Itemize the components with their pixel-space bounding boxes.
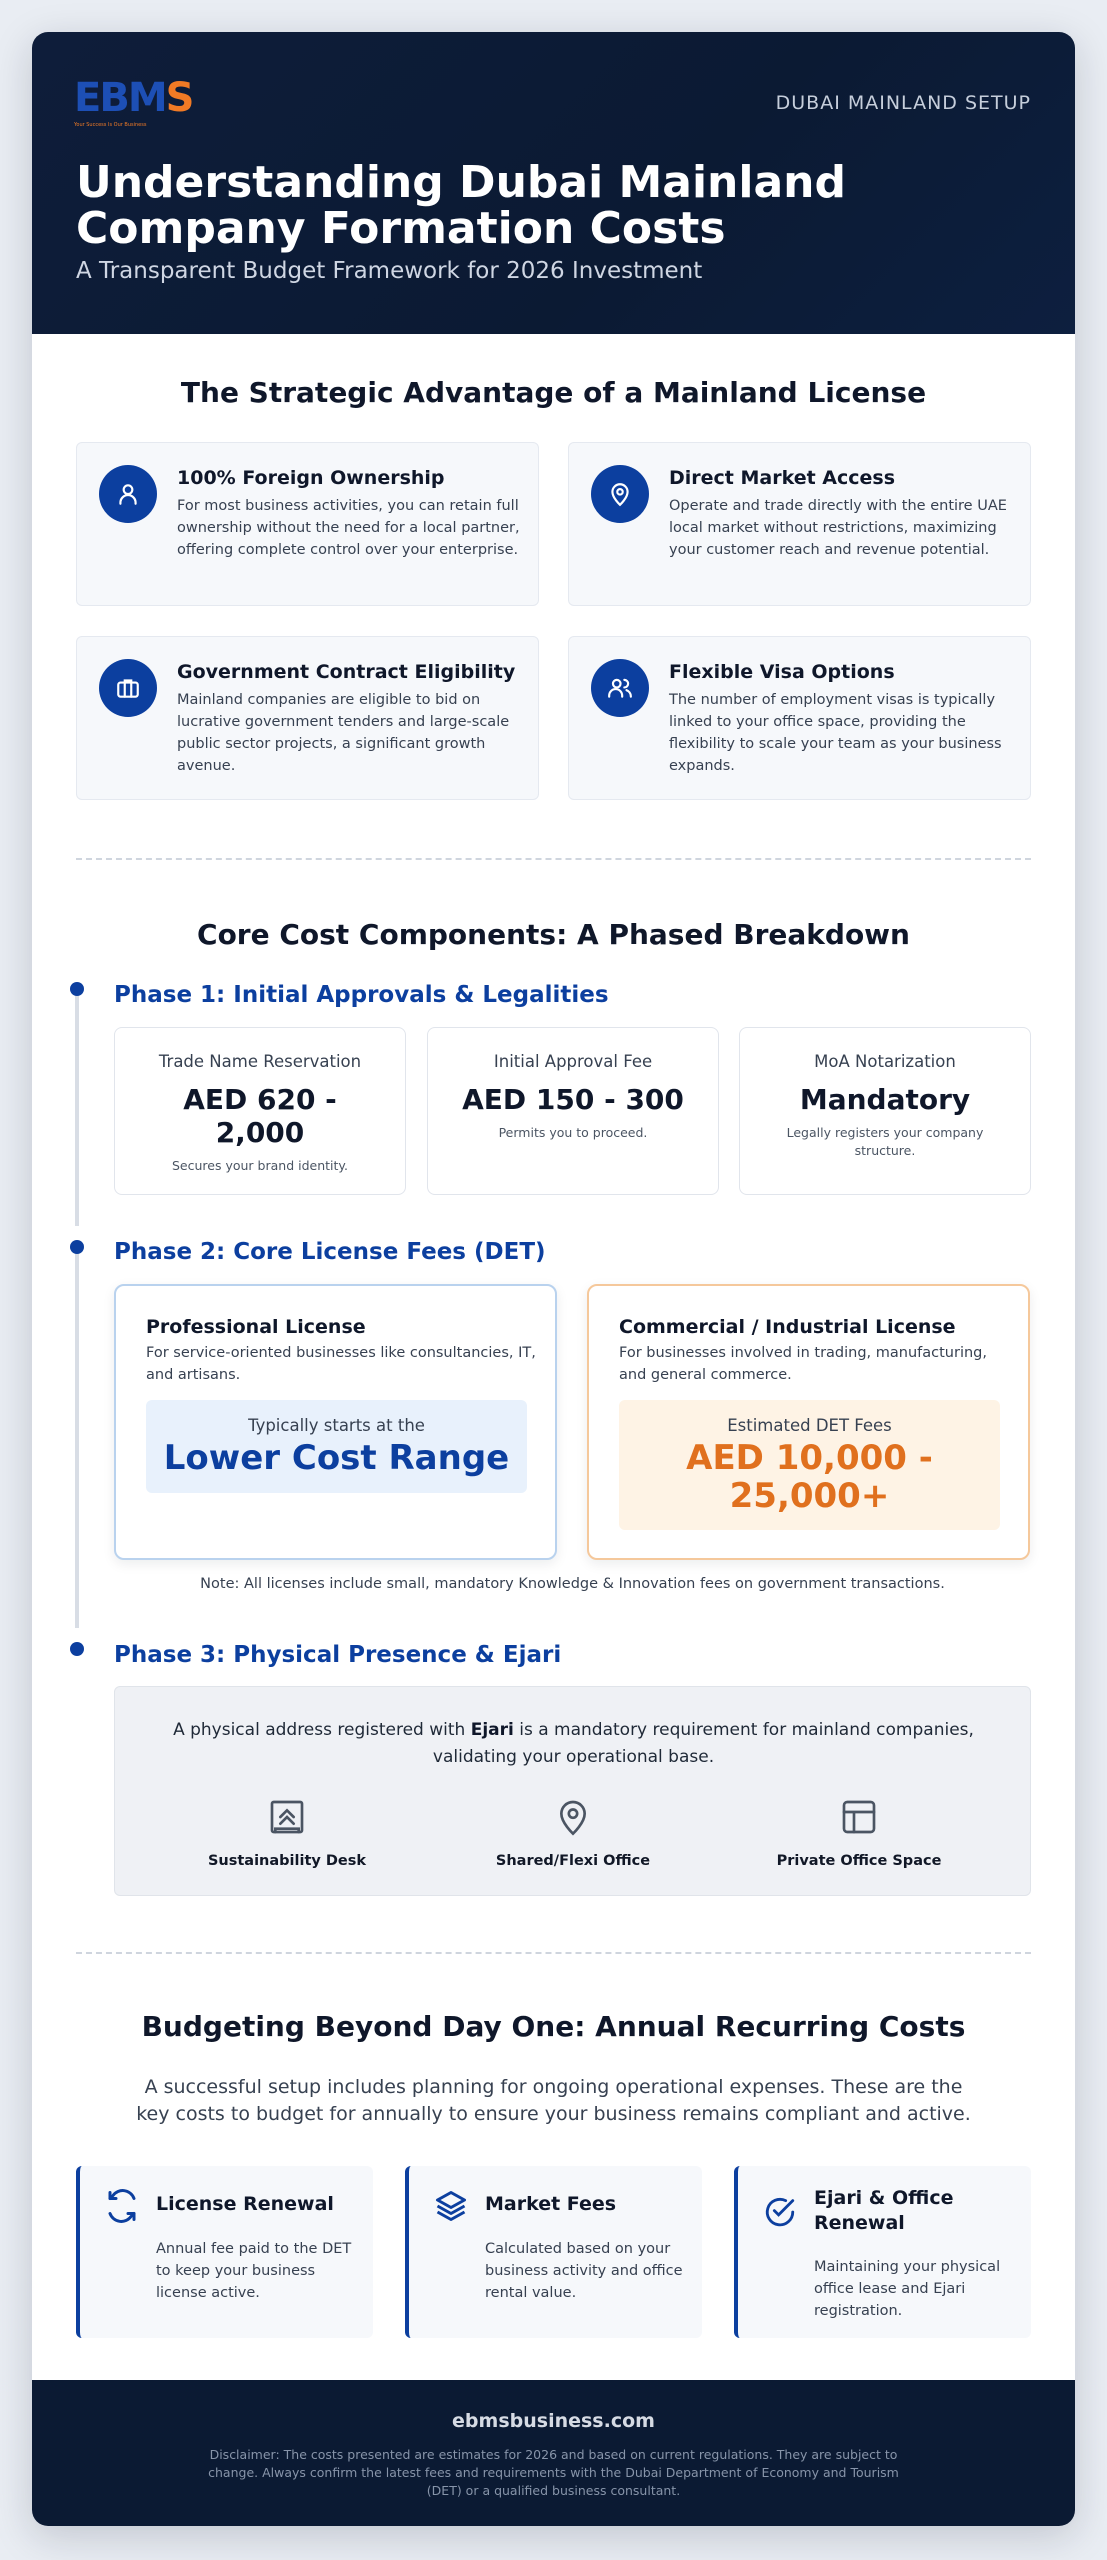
advantage-card (568, 442, 1031, 606)
recurring-heading: Budgeting Beyond Day One: Annual Recurring Costs (141, 2010, 966, 2043)
check-circle-icon (760, 2192, 800, 2232)
advantage-card (76, 442, 539, 606)
advantage-text: The number of employment visas is typically linked to your office space, providing the flexibility to scale your team as your business expands. (669, 692, 1002, 774)
phase-2-title: Phase 2: Core License Fees (DET) (114, 1239, 546, 1265)
recurring-cost-card: Ejari & Office Renewal Maintaining your physical office lease and Ejari registration. (734, 2166, 1031, 2338)
timeline-dot (70, 1642, 84, 1656)
ejari-text: A physical address registered with Ejari is a mandatory requirement for mainland companies, validating your operational base. (173, 1720, 974, 1767)
user-icon (99, 465, 157, 523)
briefcase-icon (99, 659, 157, 717)
advantage-card (568, 636, 1031, 800)
recurring-cost-card: License Renewal Annual fee paid to the DET to keep your business license active. (76, 2166, 373, 2338)
advantage-title: Government Contract Eligibility (177, 661, 516, 683)
advantage-text: Mainland companies are eligible to bid on lucrative government tenders and large-scale public sector projects, a significant growth avenue. (177, 692, 510, 774)
costs-heading: Core Cost Components: A Phased Breakdown (197, 918, 910, 951)
map-pin-icon (591, 465, 649, 523)
advantage-text: For most business activities, you can retain full ownership without the need for a local partner, offering complete control over your enterprise. (177, 498, 520, 558)
map-pin-icon (443, 1795, 703, 1839)
header (32, 32, 1075, 334)
footer (32, 2380, 1075, 2526)
recurring-intro: A successful setup includes planning for ongoing operational expenses. These are the key costs to budget for annually to ensure your business remains compliant and active. (136, 2076, 971, 2125)
space-option: Shared/Flexi Office (443, 1795, 703, 1869)
advantages-heading: The Strategic Advantage of a Mainland License (180, 376, 927, 409)
section-divider (76, 1952, 1031, 1954)
advantage-text: Operate and trade directly with the entire UAE local market without restrictions, maximizing your customer reach and revenue potential. (669, 498, 1007, 558)
space-option: Sustainability Desk (157, 1795, 417, 1869)
page-subtitle: A Transparent Budget Framework for 2026 Investment (76, 258, 703, 284)
advantage-card (76, 636, 539, 800)
advantage-title: 100% Foreign Ownership (177, 467, 445, 489)
advantage-title: Flexible Visa Options (669, 661, 895, 683)
recurring-cost-card: Market Fees Calculated based on your business activity and office rental value. (405, 2166, 702, 2338)
infographic-page (32, 32, 1075, 2526)
professional-license-card: Professional License For service-oriented businesses like consultancies, IT, and artisans. Typically starts at the Lower Cost Range (114, 1284, 557, 1560)
section-divider (76, 858, 1031, 860)
users-icon (591, 659, 649, 717)
ejari-panel (114, 1686, 1031, 1896)
layout-icon (729, 1795, 989, 1839)
timeline-dot (70, 982, 84, 996)
commercial-license-card: Commercial / Industrial License For businesses involved in trading, manufacturing, and general commerce. Estimated DET Fees AED 10,000 - 25,000+ (587, 1284, 1030, 1560)
advantage-title: Direct Market Access (669, 467, 896, 489)
phase-1-title: Phase 1: Initial Approvals & Legalities (114, 982, 609, 1008)
layers-icon (431, 2186, 471, 2226)
space-option: Private Office Space (729, 1795, 989, 1869)
timeline-dot (70, 1240, 84, 1254)
timeline-line (75, 1252, 79, 1628)
page-title: Understanding Dubai Mainland Company Formation Costs (76, 157, 846, 254)
timeline-line (75, 994, 79, 1226)
ebms-logo: EBMS Your Success Is Our Business (74, 75, 193, 128)
cost-card-moa-notarization: MoA Notarization Mandatory Legally registers your company structure. (739, 1027, 1031, 1195)
cost-card-trade-name: Trade Name Reservation AED 620 - 2,000 Secures your brand identity. (114, 1027, 406, 1195)
header-tag: DUBAI MAINLAND SETUP (775, 92, 1031, 114)
footer-disclaimer: Disclaimer: The costs presented are estimates for 2026 and based on current regulations. They are subject to change. Always confirm the latest fees and requirements with the Dubai Department of Economy and Tourism (DET) or a qualified business consultant. (208, 2447, 899, 2498)
cost-card-initial-approval: Initial Approval Fee AED 150 - 300 Permits you to proceed. (427, 1027, 719, 1195)
refresh-icon (102, 2186, 142, 2226)
footer-website[interactable]: ebmsbusiness.com (452, 2410, 655, 2432)
license-note: Note: All licenses include small, mandatory Knowledge & Innovation fees on government transactions. (200, 1576, 945, 1592)
phase-3-title: Phase 3: Physical Presence & Ejari (114, 1642, 562, 1668)
desk-icon (157, 1795, 417, 1839)
